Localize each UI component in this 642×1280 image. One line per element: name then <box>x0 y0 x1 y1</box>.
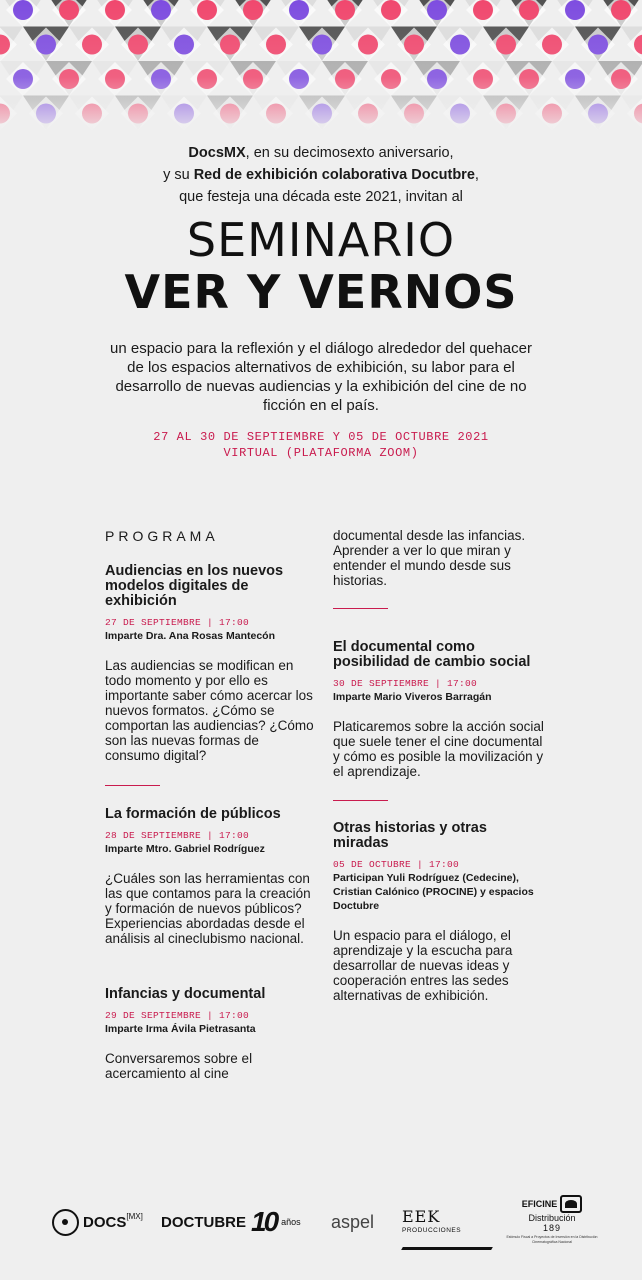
session-text: Las audiencias se modifican en todo momento y por ello es importante saber cómo acercar los nuevos formatos. ¿Cómo se comportan las audiencias? ¿Cómo son las nuevas formas de consumo digital? <box>105 658 314 763</box>
session-date: 27 DE SEPTIEMBRE | 17:00 <box>105 617 250 628</box>
intro-line1: , en su decimosexto aniversario, <box>245 145 454 161</box>
session-date: 29 DE SEPTIEMBRE | 17:00 <box>105 1010 250 1021</box>
eficine-fine-print: Estímulo Fiscal a Proyectos de Inversión en la Distribución Cinematográfica Nacional <box>506 1235 598 1244</box>
intro-line2-pre: y su <box>163 167 194 183</box>
session-speaker: Participan Yuli Rodríguez (Cedecine), Cristian Calónico (PROCINE) y espacios Doctubre <box>333 872 534 912</box>
eek-label: EEK <box>402 1207 441 1226</box>
intro-text <box>0 142 642 208</box>
pattern-graphic <box>0 0 642 140</box>
session-date: 28 DE SEPTIEMBRE | 17:00 <box>105 830 250 841</box>
session-text-continued: documental desde las infancias. Aprender a ver lo que miran y entender el mundo desde sus historias. <box>333 528 526 588</box>
doctubre-10-anos-logo <box>251 1206 301 1238</box>
intro-org: DocsMX <box>188 145 246 161</box>
eficine-label: EFICINE <box>521 1199 558 1209</box>
session-1 <box>105 564 315 763</box>
doctubre-logo <box>161 1214 246 1232</box>
session-speaker: Imparte Mario Viveros Barragán <box>333 691 492 703</box>
title-seminario: SEMINARIO <box>186 213 456 267</box>
title-ver-y-vernos: VER Y VERNOS <box>124 265 518 319</box>
doctubre-label: DOCTUBRE <box>161 1214 246 1231</box>
ten-years-label: años <box>281 1217 301 1227</box>
ten-years-number: 10 <box>251 1206 277 1237</box>
intro-line2-post: , <box>474 167 479 183</box>
aspel-label: aspel <box>331 1212 375 1232</box>
program-column-right <box>333 528 545 1003</box>
docsmx-sup: [MX] <box>126 1212 143 1221</box>
session-title: Otras historias y otras miradas <box>333 820 487 851</box>
eficine-logo <box>506 1195 598 1244</box>
section-divider <box>333 608 388 609</box>
section-divider <box>333 800 388 801</box>
session-5 <box>333 821 545 1003</box>
header-pattern <box>0 0 642 140</box>
eficine-sub: Distribución <box>528 1213 576 1223</box>
eek-producciones-logo <box>402 1207 497 1250</box>
intro-network: Red de exhibición colaborativa Docutbre <box>193 167 475 183</box>
session-speaker: Imparte Irma Ávila Pietrasanta <box>105 1023 256 1035</box>
session-text: ¿Cuáles son las herramientas con las que contamos para la creación y formación de nuevos públicos? Experiencias abordadas desde el análisis al cineclubismo nacional. <box>105 871 311 946</box>
docsmx-logo <box>52 1209 143 1236</box>
event-venue: VIRTUAL (PLATAFORMA ZOOM) <box>223 446 419 460</box>
docsmx-icon <box>52 1209 79 1236</box>
session-date: 30 DE SEPTIEMBRE | 17:00 <box>333 678 478 689</box>
eek-sub: PRODUCCIONES <box>402 1227 462 1234</box>
eek-underline <box>401 1247 493 1250</box>
aspel-logo <box>331 1212 374 1233</box>
session-title: El documental como posibilidad de cambio social <box>333 639 531 670</box>
section-divider <box>105 785 160 786</box>
session-2 <box>105 807 315 946</box>
session-text: Conversaremos sobre el acercamiento al cine <box>105 1051 253 1081</box>
session-text: Un espacio para el diálogo, el aprendizaje y la escucha para desarrollar de nuevas ideas y cooperación entres las sedes alternativas de exhibición. <box>333 928 513 1003</box>
session-3 <box>105 987 315 1081</box>
event-dates <box>0 429 642 461</box>
docsmx-label: DOCS <box>83 1214 127 1231</box>
session-speaker: Imparte Mtro. Gabriel Rodríguez <box>105 843 265 855</box>
program-heading: PROGRAMA <box>105 528 219 544</box>
sponsor-logos <box>0 1195 642 1255</box>
session-4 <box>333 640 545 779</box>
program-column-left <box>105 528 315 1081</box>
intro-line3: que festeja una década este 2021, invitan al <box>179 189 463 205</box>
event-description: un espacio para la reflexión y el diálogo alrededor del quehacer de los espacios alternativos de exhibición, su labor para el desarrollo de nuevas audiencias y la exhibición del cine de no ficción en el país. <box>110 340 532 414</box>
session-title: Audiencias en los nuevos modelos digitales de exhibición <box>105 563 284 609</box>
session-title: Infancias y documental <box>105 986 266 1002</box>
event-date-range: 27 AL 30 DE SEPTIEMBRE Y 05 DE OCTUBRE 2021 <box>153 430 489 444</box>
session-date: 05 DE OCTUBRE | 17:00 <box>333 859 460 870</box>
eficine-emblem-icon <box>560 1195 582 1213</box>
session-text: Platicaremos sobre la acción social que suele tener el cine documental y cómo es posible la movilización y el aprendizaje. <box>333 719 544 779</box>
session-title: La formación de públicos <box>105 806 281 822</box>
session-speaker: Imparte Dra. Ana Rosas Mantecón <box>105 630 275 642</box>
eficine-num: 189 <box>542 1223 562 1233</box>
